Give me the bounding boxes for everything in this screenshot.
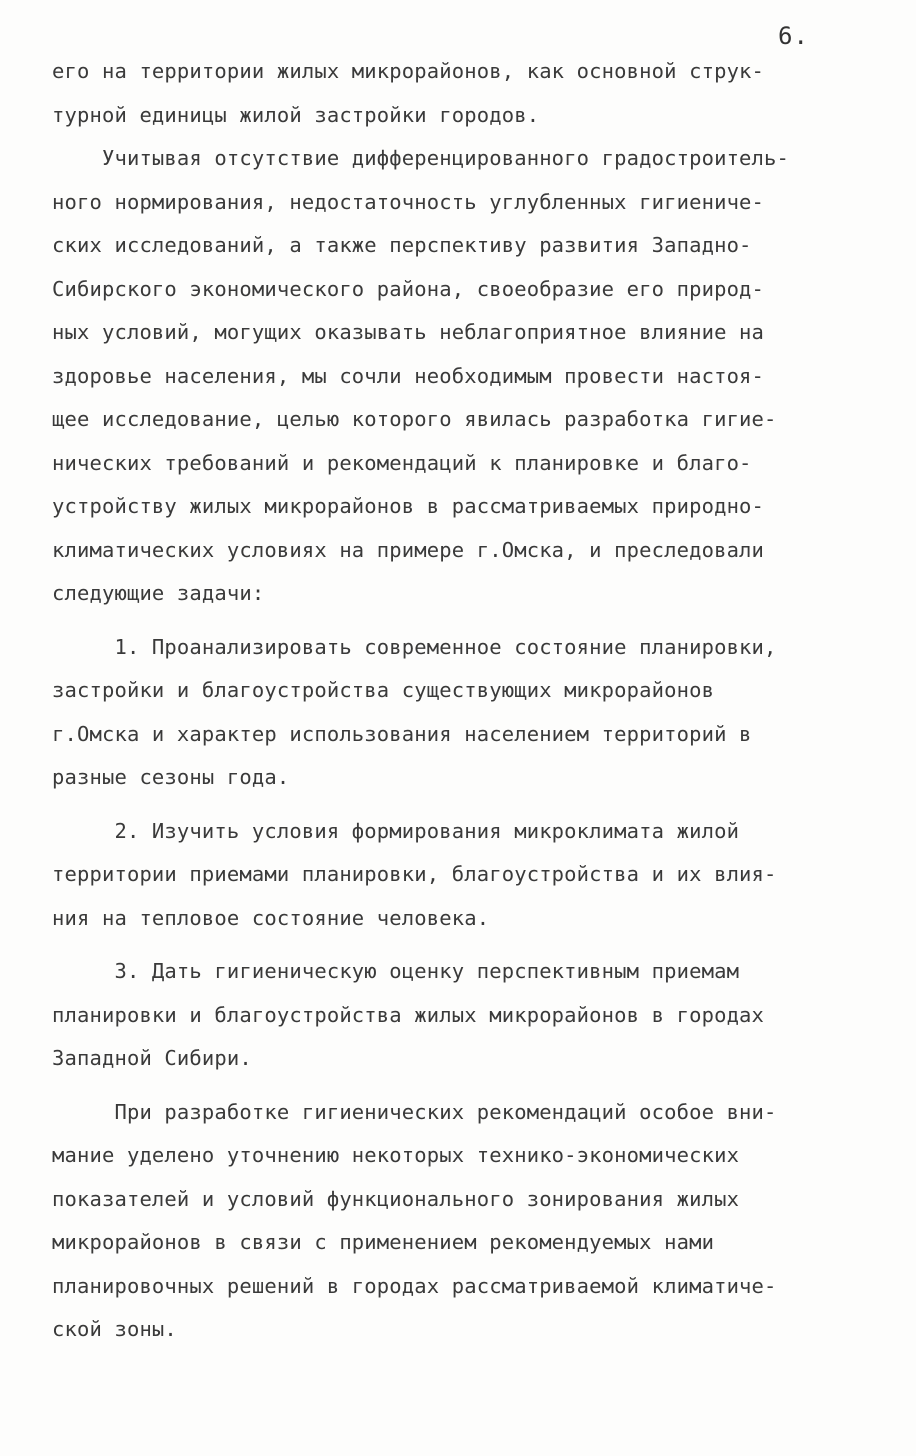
text-line: здоровье населения, мы сочли необходимым провести настоя- <box>52 363 765 388</box>
text-line: щее исследование, целью которого явилась разработка гигие- <box>52 407 777 431</box>
text-line: Сибирского экономического района, своеобразие его природ- <box>52 276 765 301</box>
paragraph <box>52 626 872 800</box>
text-line: турной единицы жилой застройки городов. <box>52 102 540 127</box>
paragraph <box>52 1091 872 1352</box>
paragraph <box>52 810 872 941</box>
paragraph <box>52 50 872 137</box>
text-line: застройки и благоустройства существующих микрорайонов <box>52 678 715 702</box>
text-line: следующие задачи: <box>52 581 265 605</box>
text-line: климатических условиях на примере г.Омска, и преследовали <box>52 537 765 562</box>
text-line: разные сезоны года. <box>52 765 290 789</box>
text-line: устройству жилых микрорайонов в рассматриваемых природно- <box>52 494 765 518</box>
paragraph <box>52 950 872 1081</box>
text-line: ных условий, могущих оказывать неблагоприятное влияние на <box>52 320 765 344</box>
paragraph-gap <box>52 940 872 950</box>
text-line: Западной Сибири. <box>52 1046 252 1070</box>
text-line: 1. Проанализировать современное состояние планировки, <box>52 634 777 659</box>
text-line: г.Омска и характер использования населением территорий в <box>52 721 752 746</box>
text-line: нических требований и рекомендаций к планировке и благо- <box>52 450 752 475</box>
paragraph-gap <box>52 616 872 626</box>
text-line: его на территории жилых микрорайонов, как основной струк- <box>52 59 765 83</box>
text-line: ного нормирования, недостаточность углубленных гигиениче- <box>52 189 765 214</box>
text-line: 3. Дать гигиеническую оценку перспективным приемам <box>52 959 740 983</box>
text-line: ской зоны. <box>52 1317 177 1341</box>
text-line: планировки и благоустройства жилых микрорайонов в городах <box>52 1002 765 1027</box>
text-line: территории приемами планировки, благоустройства и их влия- <box>52 862 777 886</box>
paragraph-gap <box>52 1081 872 1091</box>
paragraph <box>52 137 872 616</box>
text-line: 2. Изучить условия формирования микроклимата жилой <box>52 818 740 843</box>
body-text <box>52 50 872 1352</box>
paragraph-gap <box>52 800 872 810</box>
text-line: При разработке гигиенических рекомендаций особое вни- <box>52 1099 777 1124</box>
page-number: 6. <box>778 22 809 50</box>
text-line: Учитывая отсутствие дифференцированного градостроитель- <box>52 146 790 170</box>
text-line: мание уделено уточнению некоторых технико-экономических <box>52 1143 740 1167</box>
text-line: показателей и условий функционального зонирования жилых <box>52 1186 740 1211</box>
text-line: микрорайонов в связи с применением рекомендуемых нами <box>52 1230 715 1254</box>
text-line: планировочных решений в городах рассматриваемой климатиче- <box>52 1273 777 1298</box>
text-line: ских исследований, а также перспективу развития Западно- <box>52 233 752 257</box>
text-line: ния на тепловое состояние человека. <box>52 905 490 930</box>
